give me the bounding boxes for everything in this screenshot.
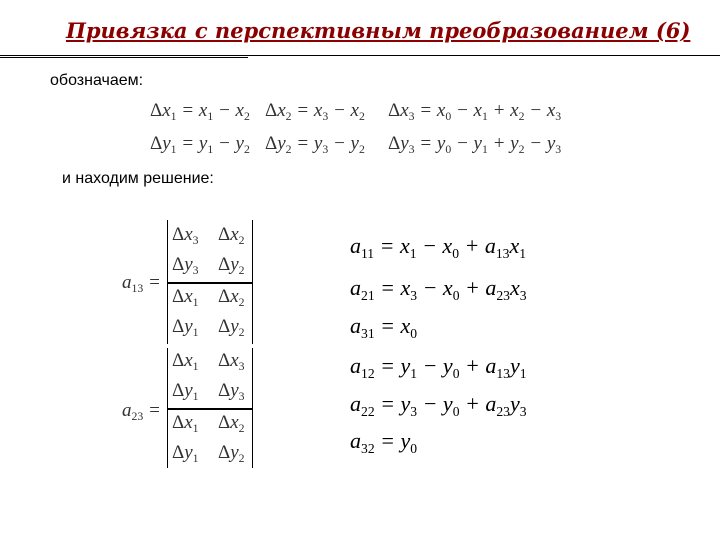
a23-den-cell: $\Delta x_2$ bbox=[218, 412, 245, 436]
solution-a31: $a_{31} = x_0$ bbox=[350, 313, 418, 341]
slide-title: Привязка с перспективным преобразованием (6) bbox=[66, 18, 691, 43]
a23-num-cell: $\Delta x_3$ bbox=[218, 350, 245, 374]
title-underline-rule bbox=[0, 55, 720, 56]
a13-name: $a_{13}$ = bbox=[122, 272, 161, 296]
solution-a11: $a_{11} = x_1 - x_0 + a_{13}x_1$ bbox=[350, 233, 527, 261]
def-dx1: $\Delta x_1 = x_1 - x_2$ bbox=[150, 100, 250, 124]
a13-den-cell: $\Delta x_1$ bbox=[172, 286, 199, 310]
denote-label: обозначаем: bbox=[50, 72, 144, 89]
a13-den-cell: $\Delta y_1$ bbox=[172, 316, 199, 340]
solution-a12: $a_{12} = y_1 - y_0 + a_{13}y_1$ bbox=[350, 353, 527, 381]
title-underline-rule-short bbox=[0, 57, 248, 58]
a23-num-cell: $\Delta y_1$ bbox=[172, 380, 199, 404]
def-dy2: $\Delta y_2 = y_3 - y_2$ bbox=[265, 133, 365, 157]
a13-num-cell: $\Delta x_2$ bbox=[218, 224, 245, 248]
def-dy1: $\Delta y_1 = y_1 - y_2$ bbox=[150, 133, 250, 157]
solution-a21: $a_{21} = x_3 - x_0 + a_{23}x_3$ bbox=[350, 275, 527, 303]
solution-a32: $a_{32} = y_0$ bbox=[350, 428, 418, 456]
def-dx3: $\Delta x_3 = x_0 - x_1 + x_2 - x_3$ bbox=[388, 100, 562, 124]
a23-num-cell: $\Delta y_3$ bbox=[218, 380, 245, 404]
a13-den-cell: $\Delta x_2$ bbox=[218, 286, 245, 310]
a23-den-cell: $\Delta x_1$ bbox=[172, 412, 199, 436]
def-dx2: $\Delta x_2 = x_3 - x_2$ bbox=[265, 100, 365, 124]
def-dy3: $\Delta y_3 = y_0 - y_1 + y_2 - y_3$ bbox=[388, 133, 562, 157]
a23-num-cell: $\Delta x_1$ bbox=[172, 350, 199, 374]
a23-den-cell: $\Delta y_1$ bbox=[172, 442, 199, 466]
a13-num-cell: $\Delta x_3$ bbox=[172, 224, 199, 248]
a13-num-cell: $\Delta y_3$ bbox=[172, 254, 199, 278]
a23-name: $a_{23}$ = bbox=[122, 400, 161, 424]
a23-den-cell: $\Delta y_2$ bbox=[218, 442, 245, 466]
find-solution-label: и находим решение: bbox=[62, 170, 214, 187]
solution-a22: $a_{22} = y_3 - y_0 + a_{23}y_3$ bbox=[350, 391, 527, 419]
a13-den-cell: $\Delta y_2$ bbox=[218, 316, 245, 340]
a13-num-cell: $\Delta y_2$ bbox=[218, 254, 245, 278]
